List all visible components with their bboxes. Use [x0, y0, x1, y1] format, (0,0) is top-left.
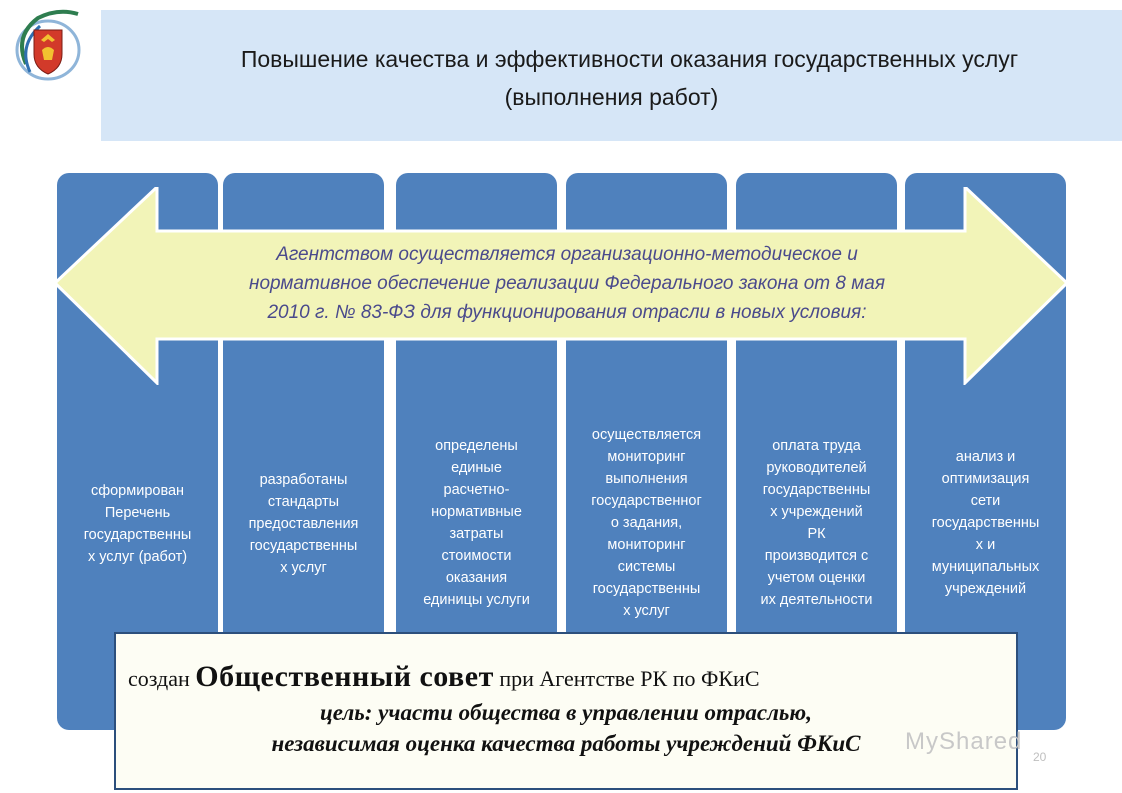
council-heading: создан Общественный совет при Агентстве РК по ФКиС	[128, 660, 760, 693]
title-banner	[101, 10, 1122, 141]
column-5-text: оплата труда руководителей государственны х учреждений РК производится с учетом оценки их деятельности	[760, 438, 873, 608]
page-number: 20	[1033, 750, 1047, 764]
page-subtitle: (выполнения работ)	[504, 84, 719, 110]
column-6-text: анализ и оптимизация сети государственны х и муниципальных учреждений	[931, 449, 1040, 597]
page-title: Повышение качества и эффективности оказания государственных услуг	[240, 46, 1019, 72]
column-2-text: разработаны стандарты предоставления государственны х услуг	[248, 472, 359, 576]
council-goal-line-2: независимая оценка качества работы учреждений ФКиС	[271, 731, 861, 756]
council-box	[114, 632, 1018, 790]
arrow-statement: Агентством осуществляется организационно-методическое и нормативное обеспечение реализации Федерального закона от 8 мая 2010 г. № 83-ФЗ для функционирования отрасли в новых условия:	[249, 244, 885, 323]
council-goal-line-1: цель: участи общества в управлении отраслью,	[320, 700, 812, 725]
watermark: MyShared	[905, 728, 1023, 755]
column-4-text: осуществляется мониторинг выполнения государственног о задания, мониторинг системы государственны х услуг	[591, 427, 702, 619]
emblem-logo	[8, 6, 94, 86]
column-3-text: определены единые расчетно- нормативные затраты стоимости оказания единицы услуги	[423, 438, 530, 608]
column-1-text: сформирован Перечень государственны х услуг (работ)	[83, 483, 192, 565]
